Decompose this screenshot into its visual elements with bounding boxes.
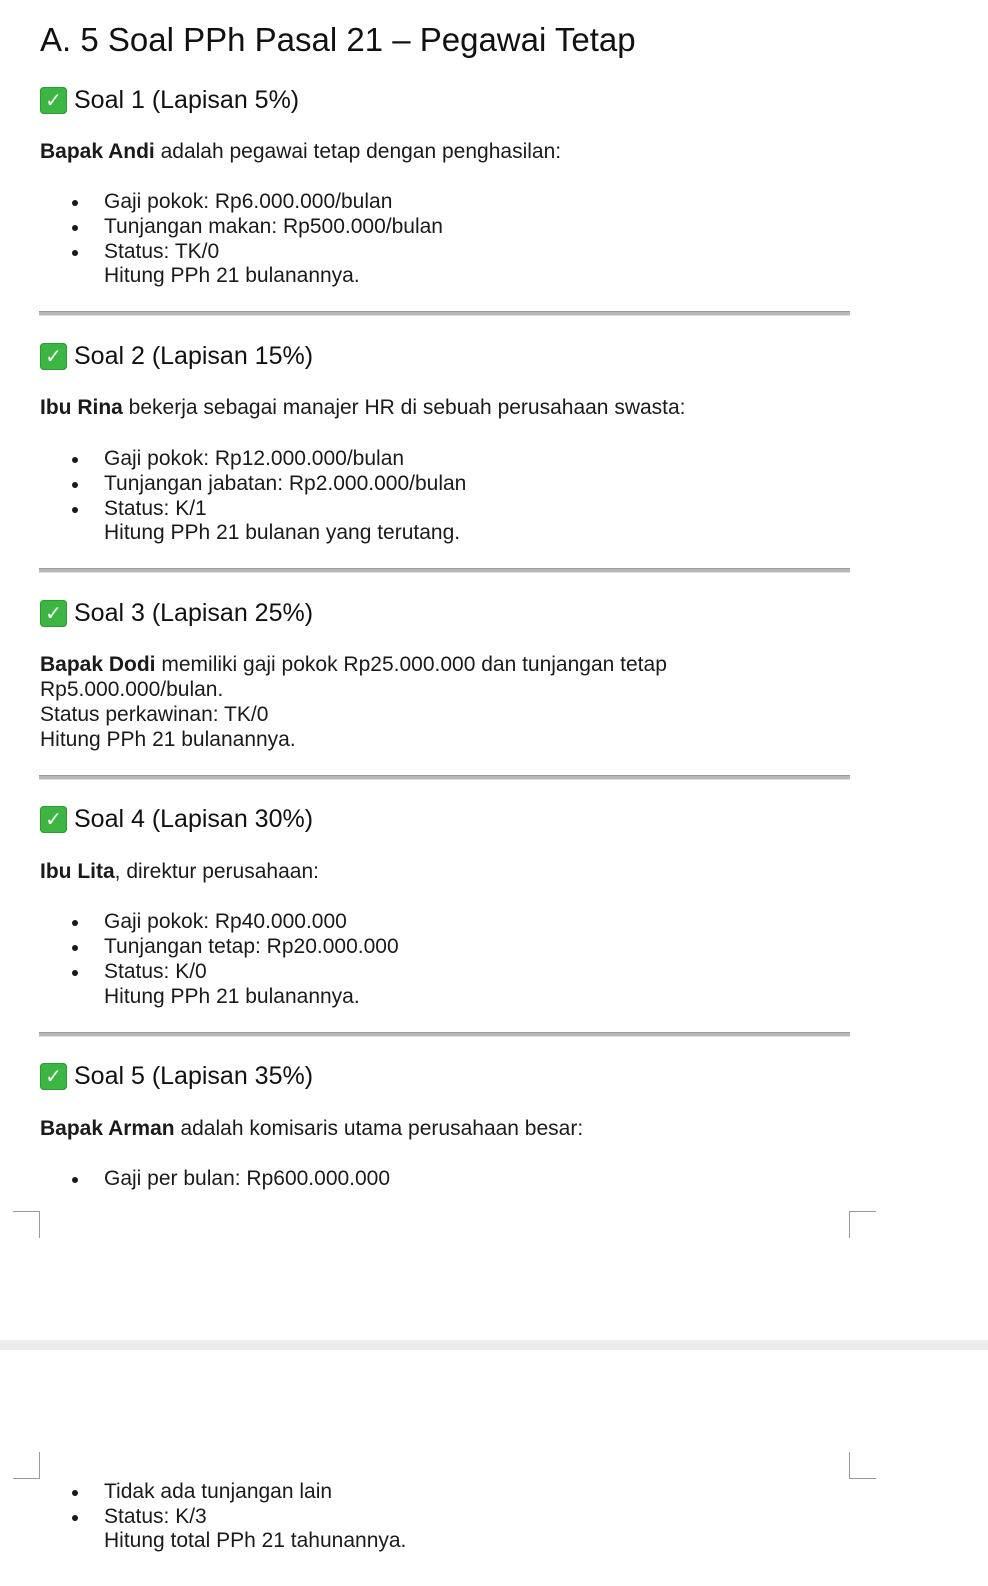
horizontal-rule: [39, 568, 850, 573]
page-corner-mark: [849, 1452, 876, 1479]
page-corner-mark: [13, 1452, 40, 1479]
soal-5-heading-text: Soal 5 (Lapisan 35%): [74, 1062, 314, 1090]
soal-5-heading: [40, 1060, 313, 1092]
list-item: Status: K/1: [104, 497, 207, 520]
soal-3-heading-text: Soal 3 (Lapisan 25%): [74, 599, 314, 627]
list-item: Tunjangan jabatan: Rp2.000.000/bulan: [104, 472, 467, 495]
list-item: Gaji pokok: Rp6.000.000/bulan: [104, 190, 393, 213]
page-corner-mark: [13, 1211, 40, 1238]
list-item: Gaji pokok: Rp12.000.000/bulan: [104, 447, 405, 470]
soal-1-name: Bapak Andi: [40, 140, 155, 163]
soal-4-question: Hitung PPh 21 bulanannya.: [104, 985, 360, 1008]
soal-3-heading: [40, 597, 313, 629]
soal-1-heading-text: Soal 1 (Lapisan 5%): [74, 86, 300, 114]
check-mark-icon: ✓: [40, 343, 67, 370]
soal-3-line: Rp5.000.000/bulan.: [40, 678, 224, 701]
check-mark-icon: ✓: [40, 87, 67, 114]
soal-3-intro-text: memiliki gaji pokok Rp25.000.000 dan tunjangan tetap: [155, 653, 667, 676]
horizontal-rule: [39, 311, 850, 316]
horizontal-rule: [39, 775, 850, 780]
soal-5-question: Hitung total PPh 21 tahunannya.: [104, 1529, 407, 1552]
list-item: Status: K/3: [104, 1505, 207, 1528]
soal-3-line: Status perkawinan: TK/0: [40, 703, 269, 726]
soal-2-name: Ibu Rina: [40, 396, 123, 419]
list-item: Gaji per bulan: Rp600.000.000: [104, 1167, 391, 1190]
list-item: Tunjangan tetap: Rp20.000.000: [104, 935, 399, 958]
document-title: A. 5 Soal PPh Pasal 21 – Pegawai Tetap: [40, 21, 636, 58]
soal-1-question: Hitung PPh 21 bulanannya.: [104, 264, 360, 287]
horizontal-rule: [39, 1032, 850, 1037]
soal-4-heading-text: Soal 4 (Lapisan 30%): [74, 805, 314, 833]
soal-2-intro: [40, 395, 686, 420]
soal-4-heading: [40, 803, 313, 835]
soal-3-intro: [40, 652, 667, 677]
soal-5-intro-text: adalah komisaris utama perusahaan besar:: [174, 1117, 584, 1140]
soal-3-name: Bapak Dodi: [40, 653, 156, 676]
soal-5-intro: [40, 1116, 583, 1141]
list-item: Status: TK/0: [104, 240, 220, 263]
soal-2-heading: [40, 340, 313, 372]
check-mark-icon: ✓: [40, 600, 67, 627]
soal-1-intro-text: adalah pegawai tetap dengan penghasilan:: [154, 140, 562, 163]
soal-1-intro: [40, 139, 561, 164]
soal-4-intro-text: , direktur perusahaan:: [114, 860, 319, 883]
check-mark-icon: ✓: [40, 806, 67, 833]
soal-2-intro-text: bekerja sebagai manajer HR di sebuah perusahaan swasta:: [122, 396, 686, 419]
page-corner-mark: [849, 1211, 876, 1238]
soal-1-heading: [40, 84, 299, 116]
list-item: Tidak ada tunjangan lain: [104, 1480, 333, 1503]
soal-4-name: Ibu Lita: [40, 860, 115, 883]
list-item: Status: K/0: [104, 960, 207, 983]
list-item: Gaji pokok: Rp40.000.000: [104, 910, 347, 933]
list-item: Tunjangan makan: Rp500.000/bulan: [104, 215, 443, 238]
check-mark-icon: ✓: [40, 1063, 67, 1090]
soal-4-intro: [40, 859, 319, 884]
page-gap: [0, 1340, 988, 1350]
soal-5-name: Bapak Arman: [40, 1117, 175, 1140]
soal-3-question: Hitung PPh 21 bulanannya.: [40, 728, 296, 751]
soal-2-heading-text: Soal 2 (Lapisan 15%): [74, 342, 314, 370]
soal-2-question: Hitung PPh 21 bulanan yang terutang.: [104, 521, 461, 544]
